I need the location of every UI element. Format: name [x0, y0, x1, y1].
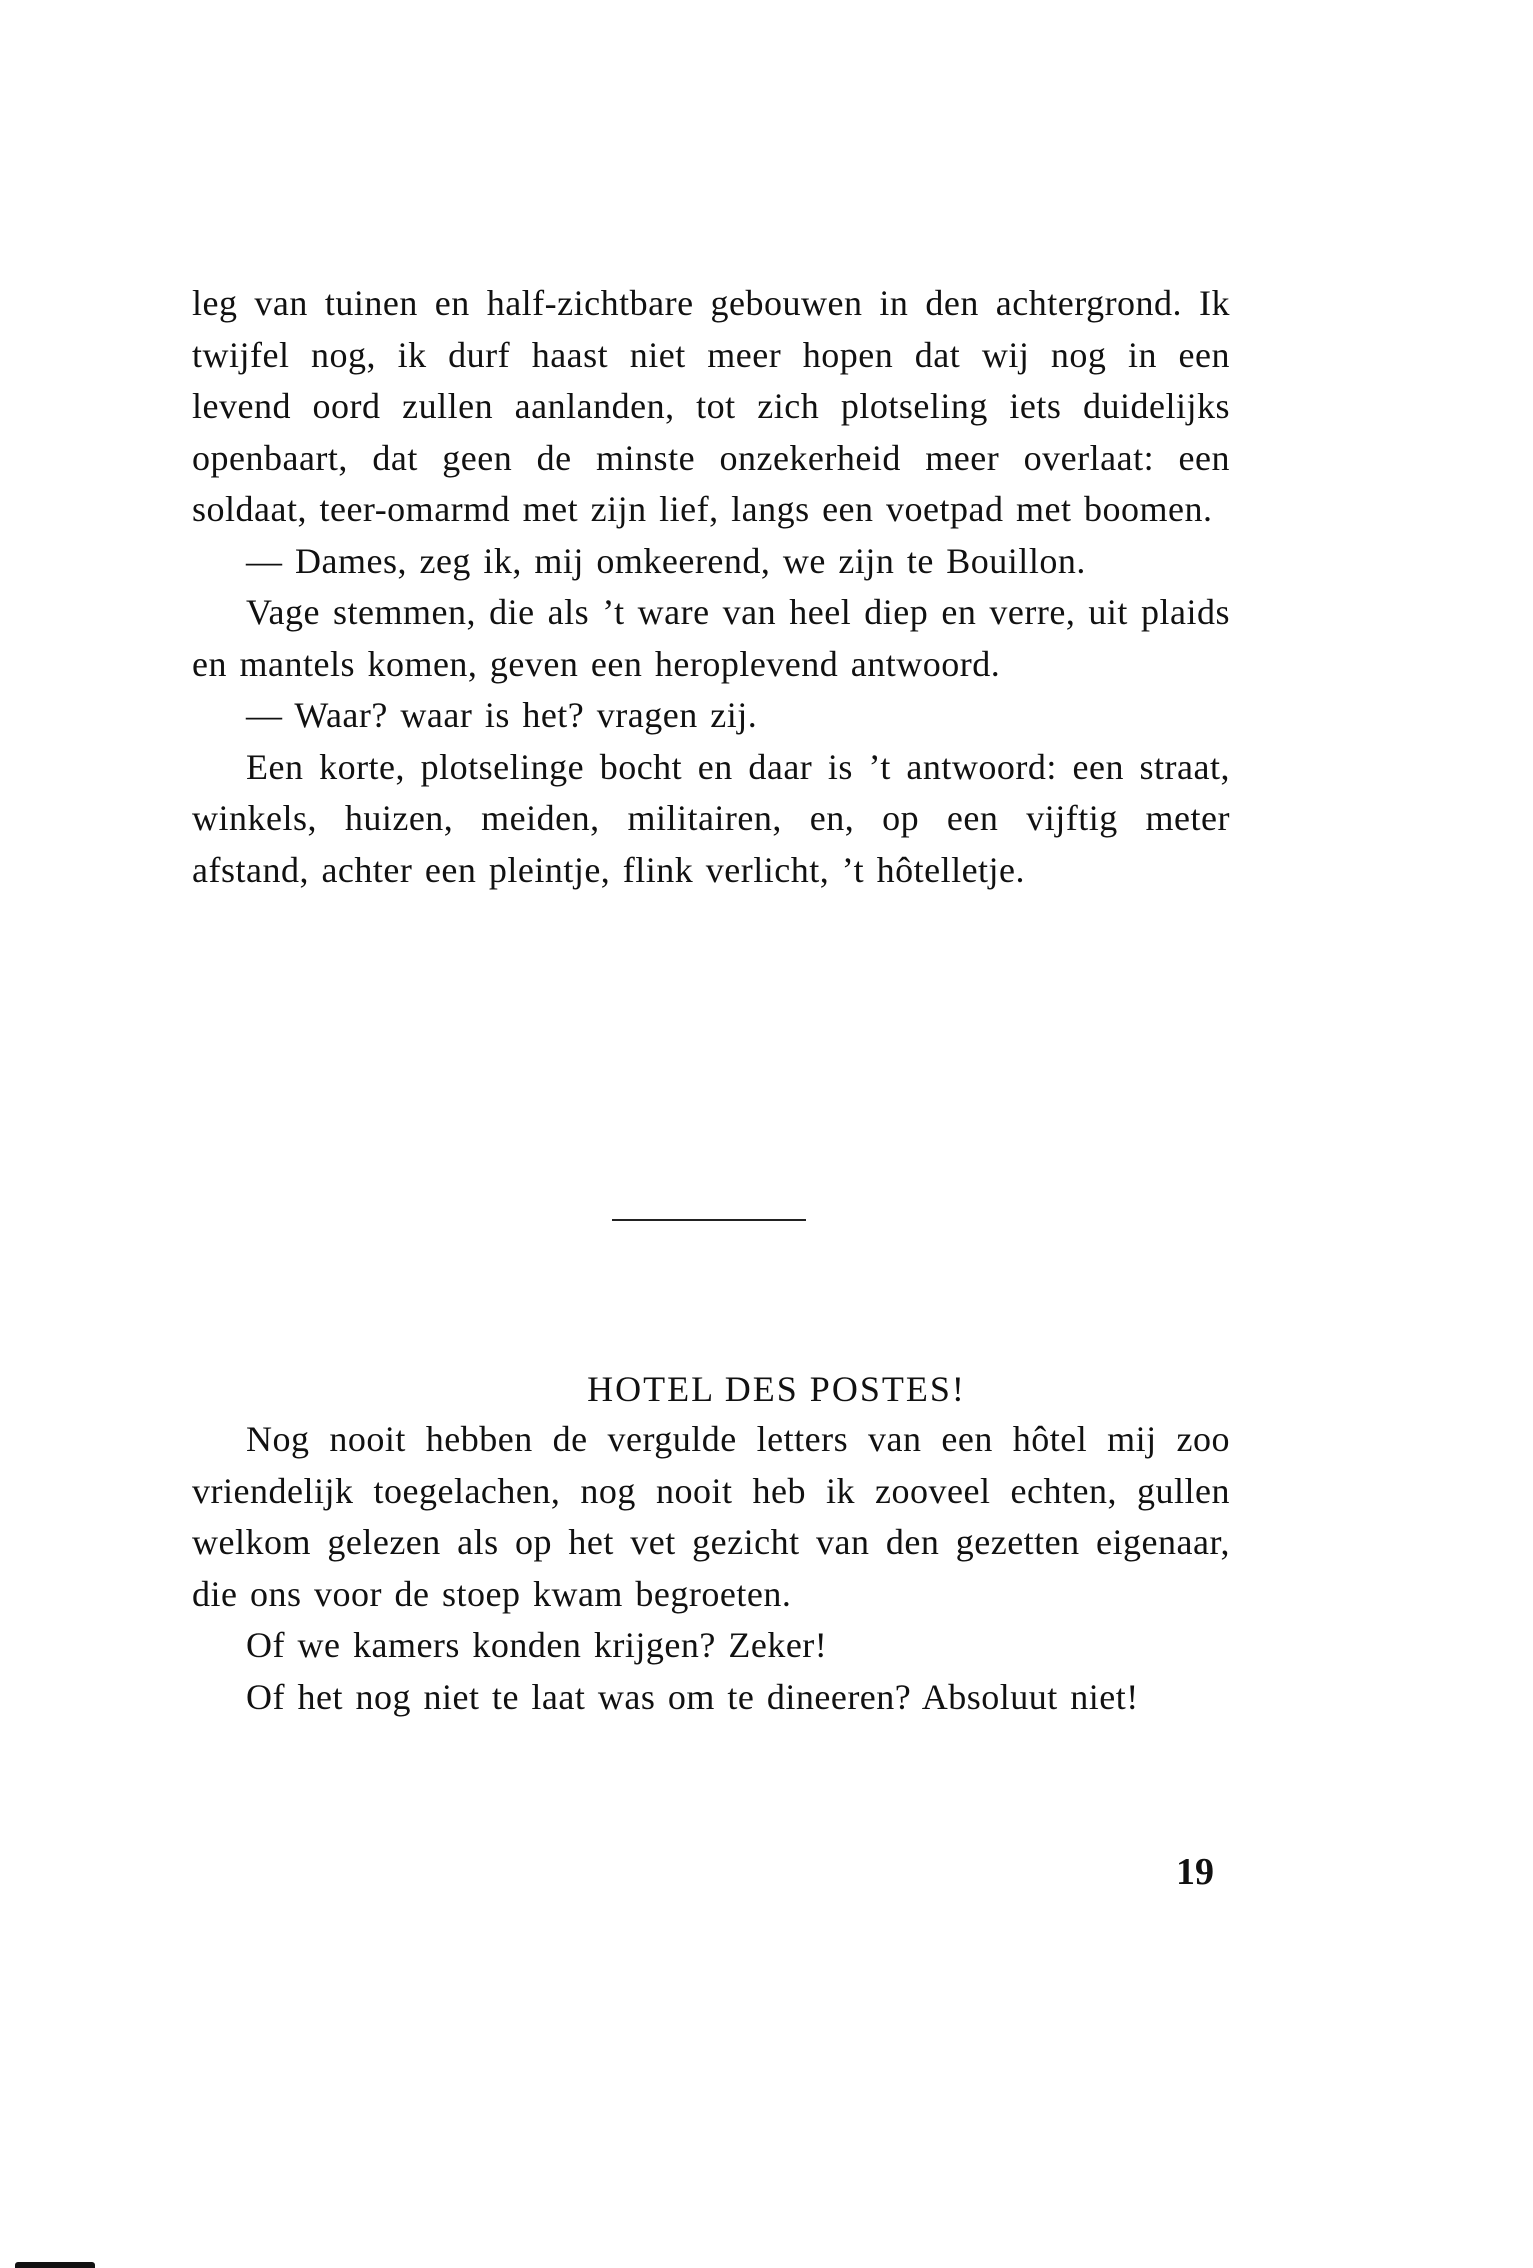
body-text-before	[192, 278, 1230, 896]
paragraph: — Waar? waar is het? vragen zij.	[246, 695, 758, 735]
paragraph: Of het nog niet te laat was om te dineeren? Absoluut niet!	[246, 1676, 1139, 1717]
paragraph: leg van tuinen en half-zichtbare gebouwen in den achtergrond. Ik twijfel nog, ik durf haast niet meer hopen dat wij nog in een levend oord zullen aanlanden, tot zich plotseling iets duidelijks openbaart, dat geen de minste onzekerheid meer overlaat: een soldaat, teer-omarmd met zijn lief, langs een voetpad met boomen.	[192, 283, 1230, 529]
paragraph: Of we kamers konden krijgen? Zeker!	[246, 1625, 828, 1665]
paragraph: — Dames, zeg ik, mij omkeerend, we zijn te Bouillon.	[246, 540, 1086, 581]
paragraph: Vage stemmen, die als ’t ware van heel diep en verre, uit plaids en mantels komen, geven een heroplevend antwoord.	[192, 592, 1230, 684]
paragraph: Een korte, plotselinge bocht en daar is ’t antwoord: een straat, winkels, huizen, meiden, militairen, en, op een vijftig meter afstand, achter een pleintje, flink verlicht, ’t hôtelletje.	[192, 746, 1230, 890]
section-heading: HOTEL DES POSTES!	[587, 1369, 966, 1409]
scan-artifact	[15, 2262, 95, 2268]
page-number: 19	[1176, 1851, 1214, 1893]
section-divider	[612, 1219, 806, 1221]
paragraph: Nog nooit hebben de vergulde letters van een hôtel mij zoo vriendelijk toegelachen, nog nooit heb ik zooveel echten, gullen welkom gelezen als op het vet gezicht van den gezetten eigenaar, die ons voor de stoep kwam begroeten.	[192, 1419, 1230, 1614]
body-text-after	[192, 1414, 1230, 1723]
